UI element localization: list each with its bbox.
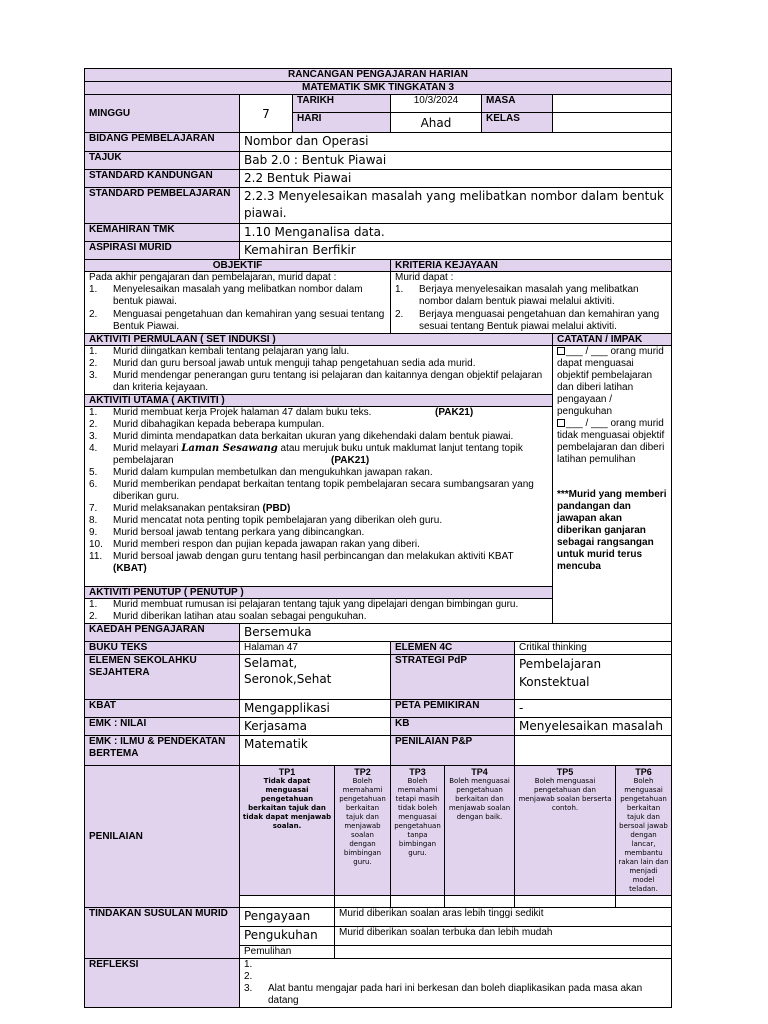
tp1-check[interactable] (240, 896, 335, 908)
elemen-4c-label: ELEMEN 4C (391, 642, 515, 655)
kemahiran-tmk-value[interactable]: 1.10 Menganalisa data. (240, 224, 672, 242)
aktiviti-permulaan-header: AKTIVITI PERMULAAN ( SET INDUKSI ) (85, 334, 553, 346)
tajuk-value[interactable]: Bab 2.0 : Bentuk Piawai (240, 152, 672, 170)
aktiviti-utama-header: AKTIVITI UTAMA ( AKTIVITI ) (85, 395, 553, 407)
kelas-value[interactable] (553, 113, 672, 133)
tindakan-label: TINDAKAN SUSULAN MURID (85, 908, 240, 959)
tp5-check[interactable] (515, 896, 616, 908)
kriteria-list (395, 284, 667, 333)
list-item: 1. Menyelesaikan masalah yang melibatkan nombor dalam bentuk piawai. (89, 284, 363, 307)
tindakan-pengayaan-desc[interactable]: Murid diberikan soalan aras lebih tinggi sedikit (335, 908, 672, 927)
tindakan-pengayaan: Pengayaan (240, 908, 335, 927)
list-item: 1. Murid membuat rumusan isi pelajaran tentang tajuk yang dipelajari dengan bimbingan guru. (89, 599, 519, 610)
catatan-header: CATATAN / IMPAK (553, 334, 672, 346)
checkbox-icon[interactable] (557, 347, 565, 355)
tajuk-label: TAJUK (85, 152, 240, 170)
objektif-list (89, 284, 386, 333)
minggu-value[interactable]: 7 (240, 95, 293, 133)
list-item: 2. Murid dan guru bersoal jawab untuk menguji tahap pengetahuan sedia ada murid. (89, 358, 476, 369)
aktiviti-utama-list (89, 407, 548, 575)
tp5-cell: TP5 Boleh menguasai pengetahuan dan menjawab soalan berserta contoh. (515, 766, 616, 896)
list-item: 4. Murid melayari Laman Sesawang atau merujuk buku untuk maklumat lanjut tentang topik pembelajaran (PAK21) (89, 443, 523, 466)
list-item: 1. (244, 959, 253, 970)
masa-label: MASA (482, 95, 553, 113)
aktiviti-utama-body (85, 407, 553, 587)
aktiviti-permulaan-list (89, 346, 548, 394)
kemahiran-tmk-label: KEMAHIRAN TMK (85, 224, 240, 242)
kriteria-header: KRITERIA KEJAYAAN (391, 260, 672, 272)
bidang-label: BIDANG PEMBELAJARAN (85, 133, 240, 152)
list-item: 2. Murid dibahagikan kepada beberapa kumpulan. (89, 419, 325, 430)
tarikh-value[interactable]: 10/3/2024 (391, 95, 482, 113)
emk-nilai-value[interactable]: Kerjasama (240, 718, 391, 736)
aktiviti-permulaan-body (85, 346, 553, 395)
objektif-intro: Pada akhir pengajaran dan pembelajaran, murid dapat : (89, 272, 337, 283)
laman-sesawang-link[interactable]: Laman Sesawang (181, 443, 278, 454)
emk-nilai-label: EMK : NILAI (85, 718, 240, 736)
list-item: 10. Murid memberi respon dan pujian kepada jawapan rakan yang diberi. (89, 539, 420, 550)
refleksi-label: REFLEKSI (85, 959, 240, 1008)
elemen-sekolah-value[interactable]: Selamat, Seronok,Sehat (240, 655, 391, 700)
aktiviti-penutup-list (89, 599, 548, 623)
kriteria-intro: Murid dapat : (395, 272, 454, 283)
tp6-cell: TP6 Boleh menguasai pengetahuan berkaitan tajuk dan bersoal jawab dengan lancar, membantu rakan lain dan menjadi model teladan. (616, 766, 672, 896)
hari-value[interactable]: Ahad (391, 113, 482, 133)
penilaian-pp-label: PENILAIAN P&P (391, 736, 515, 766)
kriteria-body (391, 272, 672, 334)
peta-label: PETA PEMIKIRAN (391, 700, 515, 718)
tindakan-pemulihan: Pemulihan (240, 946, 335, 959)
list-item: 3. Murid diminta mendapatkan data berkaitan ukuran yang dikehendaki dalam bentuk piawai. (89, 431, 514, 442)
hari-label: HARI (293, 113, 391, 133)
tarikh-label: TARIKH (293, 95, 391, 113)
tp4-check[interactable] (445, 896, 515, 908)
aktiviti-penutup-body (85, 599, 553, 624)
rph-document (84, 68, 671, 1008)
aspirasi-value[interactable]: Kemahiran Berfikir (240, 242, 672, 260)
bidang-value[interactable]: Nombor dan Operasi (240, 133, 672, 152)
aktiviti-penutup-header: AKTIVITI PENUTUP ( PENUTUP ) (85, 587, 553, 599)
list-item: 3. Alat bantu mengajar pada hari ini berkesan dan boleh diaplikasikan pada masa akan datang (244, 983, 643, 1006)
kbat-label: KBAT (85, 700, 240, 718)
standard-kandungan-value[interactable]: 2.2 Bentuk Piawai (240, 170, 672, 188)
form-subtitle: MATEMATIK SMK TINGKATAN 3 (85, 82, 672, 95)
list-item: 2. Berjaya menguasai pengetahuan dan kemahiran yang sesuai tentang Bentuk piawai melalui aktiviti. (395, 309, 660, 332)
list-item: 1. Murid diingatkan kembali tentang pelajaran yang lalu. (89, 346, 350, 357)
list-item: 8. Murid mencatat nota penting topik pembelajaran yang diberikan oleh guru. (89, 515, 443, 526)
list-item: 3. Murid mendengar penerangan guru tentang isi pelajaran dan kaitannya dengan objektif pelajaran dan kriteria kejayaan. (89, 370, 543, 393)
list-item: 11. Murid bersoal jawab dengan guru tentang hasil perbincangan dan melakukan aktiviti KBAT (KBAT) (89, 551, 514, 574)
emk-ilmu-label: EMK : ILMU & PENDEKATAN BERTEMA (85, 736, 240, 766)
tindakan-pengukuhan-desc[interactable]: Murid diberikan soalan terbuka dan lebih mudah (335, 927, 672, 946)
buku-teks-label: BUKU TEKS (85, 642, 240, 655)
checkbox-icon[interactable] (557, 419, 565, 427)
list-item: 7. Murid melaksanakan pentaksiran (PBD) (89, 503, 291, 514)
list-item: 2. Menguasai pengetahuan dan kemahiran yang sesuai tentang Bentuk Piawai. (89, 309, 385, 332)
tp3-check[interactable] (391, 896, 445, 908)
kaedah-label: KAEDAH PENGAJARAN (85, 624, 240, 642)
penilaian-pp-value[interactable] (515, 736, 672, 766)
penilaian-label: PENILAIAN (85, 766, 240, 908)
kaedah-value[interactable]: Bersemuka (240, 624, 672, 642)
buku-teks-value[interactable]: Halaman 47 (240, 642, 391, 655)
tp2-check[interactable] (335, 896, 391, 908)
catatan-body (553, 346, 672, 624)
tindakan-pengukuhan: Pengukuhan (240, 927, 335, 946)
kelas-label: KELAS (482, 113, 553, 133)
standard-kandungan-label: STANDARD KANDUNGAN (85, 170, 240, 188)
objektif-body (85, 272, 391, 334)
standard-pembelajaran-value[interactable]: 2.2.3 Menyelesaikan masalah yang melibatkan nombor dalam bentuk piawai. (240, 188, 672, 224)
rph-table (84, 68, 672, 1008)
list-item: 1. Murid membuat kerja Projek halaman 47 dalam buku teks. (PAK21) (89, 407, 474, 418)
strategi-value[interactable]: Pembelajaran Konstektual (515, 655, 672, 700)
strategi-label: STRATEGI PdP (391, 655, 515, 700)
elemen-4c-value[interactable]: Critikal thinking (515, 642, 672, 655)
elemen-sekolah-label: ELEMEN SEKOLAHKU SEJAHTERA (85, 655, 240, 700)
kb-value[interactable]: Menyelesaikan masalah (515, 718, 672, 736)
tp1-cell: TP1 Tidak dapat menguasai pengetahuan berkaitan tajuk dan tidak dapat menjawab soalan. (240, 766, 335, 896)
peta-value[interactable]: - (515, 700, 672, 718)
tp3-cell: TP3 Boleh memahami tetapi masih tidak boleh menguasai pengetahuan tanpa bimbingan guru. (391, 766, 445, 896)
objektif-header: OBJEKTIF (85, 260, 391, 272)
list-item: 5. Murid dalam kumpulan membetulkan dan mengukuhkan jawapan rakan. (89, 467, 433, 478)
emk-ilmu-value[interactable]: Matematik (240, 736, 391, 766)
list-item: 2. (244, 971, 253, 982)
refleksi-body[interactable] (240, 959, 672, 1008)
tp2-cell: TP2 Boleh memahami pengetahuan berkaitan tajuk dan menjawab soalan dengan bimbingan guru. (335, 766, 391, 896)
standard-pembelajaran-label: STANDARD PEMBELAJARAN (85, 188, 240, 224)
kbat-value[interactable]: Mengapplikasi (240, 700, 391, 718)
tindakan-pemulihan-desc[interactable] (335, 946, 672, 959)
list-item: 1. Berjaya menyelesaikan masalah yang melibatkan nombor dalam bentuk piawai melalui aktiviti. (395, 284, 639, 307)
masa-value[interactable] (553, 95, 672, 113)
list-item: 6. Murid memberikan pendapat berkaitan tentang topik pembelajaran secara sumbangsaran yang diberikan guru. (89, 479, 534, 502)
list-item: 9. Murid bersoal jawab tentang perkara yang dibincangkan. (89, 527, 365, 538)
list-item: 2. Murid diberikan latihan atau soalan sebagai pengukuhan. (89, 611, 367, 622)
form-title: RANCANGAN PENGAJARAN HARIAN (85, 69, 672, 82)
catatan-line-2: ___ / ___ orang murid tidak menguasai objektif pembelajaran dan diberi latihan pemulihan (557, 418, 665, 465)
minggu-label: MINGGU (85, 95, 240, 133)
kb-label: KB (391, 718, 515, 736)
aspirasi-label: ASPIRASI MURID (85, 242, 240, 260)
catatan-note: ***Murid yang memberi pandangan dan jawapan akan diberikan ganjaran sebagai rangsangan untuk murid terus mencuba (557, 489, 667, 572)
tp6-check[interactable] (616, 896, 672, 908)
catatan-line-1: ___ / ___ orang murid dapat menguasai objektif pembelajaran dan diberi latihan pengayaan / pengukuhan (557, 346, 664, 417)
tp4-cell: TP4 Boleh menguasai pengetahuan berkaitan dan menjawab soalan dengan baik. (445, 766, 515, 896)
refleksi-list (244, 959, 667, 1007)
